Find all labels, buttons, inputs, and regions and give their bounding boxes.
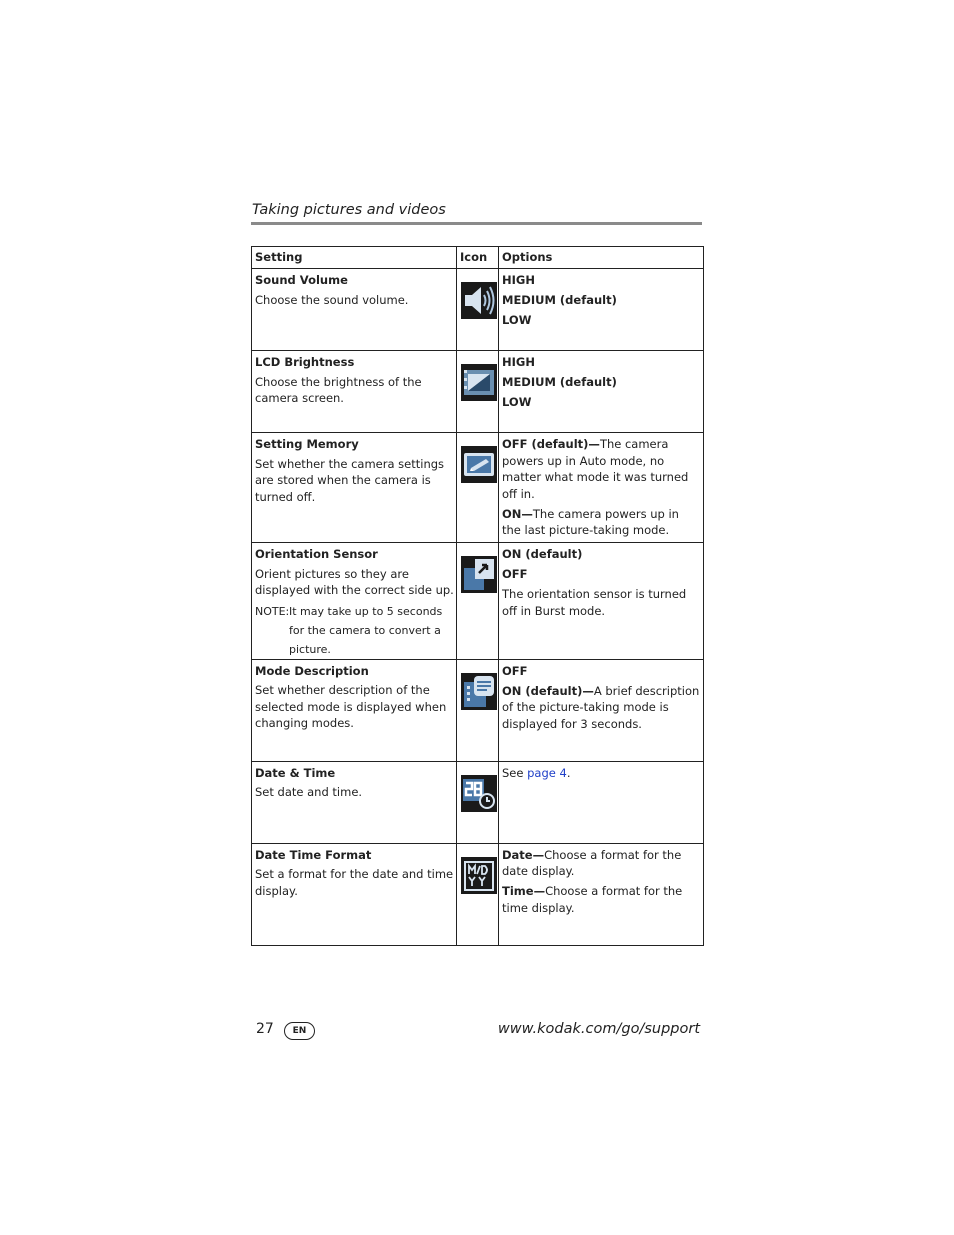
settings-table	[251, 246, 704, 946]
option-entry	[502, 883, 701, 916]
setting-name: Mode Description	[255, 663, 369, 678]
setting-description: Choose the brightness of the camera screen.	[255, 374, 422, 405]
icon-cell	[457, 843, 499, 945]
setting-cell	[252, 843, 457, 945]
page-number: 27	[256, 1021, 274, 1037]
options-cell	[499, 351, 704, 433]
icon-cell	[457, 433, 499, 543]
date-time-icon	[461, 775, 497, 812]
option-entry	[502, 663, 701, 680]
setting-description: Set date and time.	[255, 785, 363, 799]
icon-cell	[457, 351, 499, 433]
setting-cell	[252, 433, 457, 543]
table-row	[252, 351, 704, 433]
option-text: The camera powers up in the last picture-taking mode.	[502, 506, 679, 537]
setting-name: Sound Volume	[255, 273, 348, 287]
setting-memory-icon	[461, 446, 497, 483]
option-value: LOW	[502, 313, 532, 327]
note-text: It may take up to 5 seconds for the camera to convert a picture.	[289, 604, 443, 656]
section-title: Taking pictures and videos	[252, 202, 446, 218]
setting-description: Set whether description of the selected mode is displayed when changing modes.	[255, 683, 447, 730]
option-value: MEDIUM (default)	[502, 375, 617, 389]
note-label: NOTE:	[255, 604, 290, 618]
orientation-sensor-icon	[461, 556, 497, 593]
option-label: Date—	[502, 847, 545, 862]
icon-cell	[457, 269, 499, 351]
support-url[interactable]: www.kodak.com/go/support	[497, 1021, 700, 1037]
setting-description: Orient pictures so they are displayed with the correct side up.	[255, 566, 454, 597]
table-header-row	[252, 247, 704, 269]
options-cell	[499, 761, 704, 843]
option-text: Choose a format for the time display.	[502, 884, 683, 915]
column-header-setting: Setting	[252, 247, 457, 269]
option-label: ON—	[502, 506, 533, 521]
setting-cell	[252, 761, 457, 843]
option-label: Time—	[502, 884, 546, 898]
option-value: HIGH	[502, 273, 535, 287]
setting-cell	[252, 659, 457, 761]
option-entry	[502, 847, 701, 880]
table-row	[252, 433, 704, 543]
setting-name: Date Time Format	[255, 847, 372, 862]
option-value: HIGH	[502, 355, 535, 369]
option-text: Choose a format for the date display.	[502, 847, 682, 878]
option-entry	[502, 683, 701, 733]
header-divider	[251, 222, 702, 225]
setting-name: Orientation Sensor	[255, 547, 378, 561]
option-text: The orientation sensor is turned off in Burst mode.	[502, 587, 687, 618]
setting-name: LCD Brightness	[255, 355, 355, 369]
lcd-brightness-icon	[461, 364, 497, 401]
option-label: OFF (default)—	[502, 437, 600, 451]
page-link[interactable]: page 4	[527, 765, 567, 780]
speaker-volume-icon	[461, 282, 497, 319]
setting-cell	[252, 351, 457, 433]
setting-description: Choose the sound volume.	[255, 292, 409, 307]
option-entry	[502, 506, 701, 539]
options-cell	[499, 843, 704, 945]
language-badge: EN	[284, 1022, 315, 1040]
table-row	[252, 761, 704, 843]
option-entry	[502, 436, 701, 502]
option-value: ON (default)	[502, 547, 583, 561]
table-row	[252, 269, 704, 351]
icon-cell	[457, 659, 499, 761]
option-text: The camera powers up in Auto mode, no matter what mode it was turned off in.	[502, 437, 689, 501]
column-header-icon: Icon	[457, 247, 499, 269]
setting-note	[255, 602, 454, 659]
see-prefix: See	[502, 765, 528, 780]
date-format-icon	[461, 857, 497, 894]
option-label: OFF	[502, 663, 528, 678]
options-cell	[499, 433, 704, 543]
option-value: MEDIUM (default)	[502, 293, 617, 307]
column-header-options: Options	[499, 247, 704, 269]
setting-cell	[252, 269, 457, 351]
see-suffix: .	[566, 765, 571, 780]
table-row	[252, 543, 704, 660]
option-text: A brief description of the picture-taking mode is displayed for 3 seconds.	[502, 683, 700, 731]
option-label: ON (default)—	[502, 683, 594, 698]
options-cell	[499, 659, 704, 761]
option-value: OFF	[502, 567, 528, 581]
setting-cell	[252, 543, 457, 660]
setting-name: Date & Time	[255, 765, 336, 780]
table-row	[252, 843, 704, 945]
option-value: LOW	[502, 395, 532, 409]
setting-description: Set whether the camera settings are stored when the camera is turned off.	[255, 456, 445, 504]
icon-cell	[457, 543, 499, 660]
icon-cell	[457, 761, 499, 843]
table-row	[252, 659, 704, 761]
mode-description-icon	[461, 673, 497, 710]
options-cell	[499, 269, 704, 351]
setting-description: Set a format for the date and time display.	[255, 867, 454, 898]
setting-name: Setting Memory	[255, 437, 359, 451]
options-cell	[499, 543, 704, 660]
